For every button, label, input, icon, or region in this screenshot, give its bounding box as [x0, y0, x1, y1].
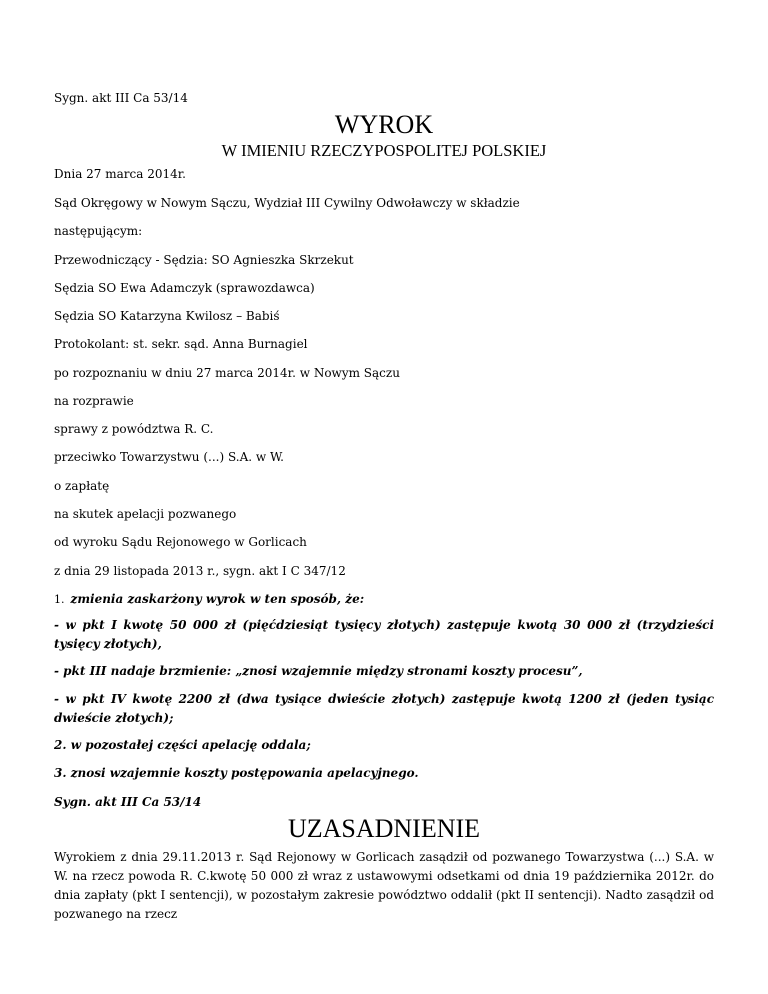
case-signature-2: Sygn. akt III Ca 53/14 — [54, 795, 202, 809]
composition-label: następującym: — [54, 224, 143, 238]
hearing-line: po rozpoznaniu w dniu 27 marca 2014r. w Nowym Sączu — [54, 366, 400, 380]
judgment-title: WYROK — [334, 110, 434, 139]
ruling-item-1-number: 1. — [54, 593, 65, 606]
session-line: na rozprawie — [54, 394, 134, 408]
judgment-subtitle: W IMIENIU RZECZYPOSPOLITEJ POLSKIEJ — [221, 141, 547, 160]
judge-line-2: Sędzia SO Katarzyna Kwilosz – Babiś — [54, 309, 280, 323]
ruling-item-3: 3. znosi wzajemnie koszty postępowania apelacyjnego. — [54, 766, 419, 780]
judge-line-1: Sędzia SO Ewa Adamczyk (sprawozdawca) — [54, 281, 315, 295]
presiding-judge: Przewodniczący - Sędzia: SO Agnieszka Skrzekut — [54, 253, 354, 267]
appeal-line: na skutek apelacji pozwanego — [54, 507, 237, 521]
ruling-item-2: 2. w pozostałej części apelację oddala; — [54, 738, 311, 752]
against-line: przeciwko Towarzystwu (...) S.A. w W. — [54, 450, 284, 464]
case-line: sprawy z powództwa R. C. — [54, 422, 214, 436]
case-signature: Sygn. akt III Ca 53/14 — [54, 91, 188, 105]
court-line: Sąd Okręgowy w Nowym Sączu, Wydział III Cywilny Odwoławczy w składzie — [54, 196, 520, 210]
from-judgment-line: od wyroku Sądu Rejonowego w Gorlicach — [54, 535, 307, 549]
ruling-item-1-text: zmienia zaskarżony wyrok w ten sposób, że: — [70, 592, 365, 606]
clerk-line: Protokolant: st. sekr. sąd. Anna Burnagiel — [54, 337, 308, 351]
ruling-item-1b: - pkt III nadaje brzmienie: „znosi wzajemnie między stronami koszty procesu”, — [54, 664, 583, 678]
date-line: Dnia 27 marca 2014r. — [54, 167, 186, 181]
ruling-item-1c: - w pkt IV kwotę 2200 zł (dwa tysiące dwieście złotych) zastępuje kwotą 1200 zł (jeden tysiąc dwieście złotych); — [54, 692, 714, 725]
justification-paragraph: Wyrokiem z dnia 29.11.2013 r. Sąd Rejonowy w Gorlicach zasądził od pozwanego Towarzystwa (...) S.A. w W. na rzecz powoda R. C.kwotę 50 000 zł wraz z ustawowymi odsetkami od dnia 19 października 2012r. do dnia zapłaty (pkt I sentencji), w pozostałym zakresie powództwo oddalił (pkt II sentencji). Nadto zasądził od pozwanego na rzecz — [54, 850, 714, 921]
ruling-item-1 — [54, 592, 364, 607]
justification-title: UZASADNIENIE — [287, 814, 481, 843]
judgment-date-line: z dnia 29 listopada 2013 r., sygn. akt I C 347/12 — [54, 564, 346, 578]
subject-line: o zapłatę — [54, 479, 110, 493]
ruling-item-1a: - w pkt I kwotę 50 000 zł (pięćdziesiąt tysięcy złotych) zastępuje kwotą 30 000 zł (trzydzieści tysięcy złotych), — [54, 618, 714, 651]
document-page — [54, 0, 714, 994]
